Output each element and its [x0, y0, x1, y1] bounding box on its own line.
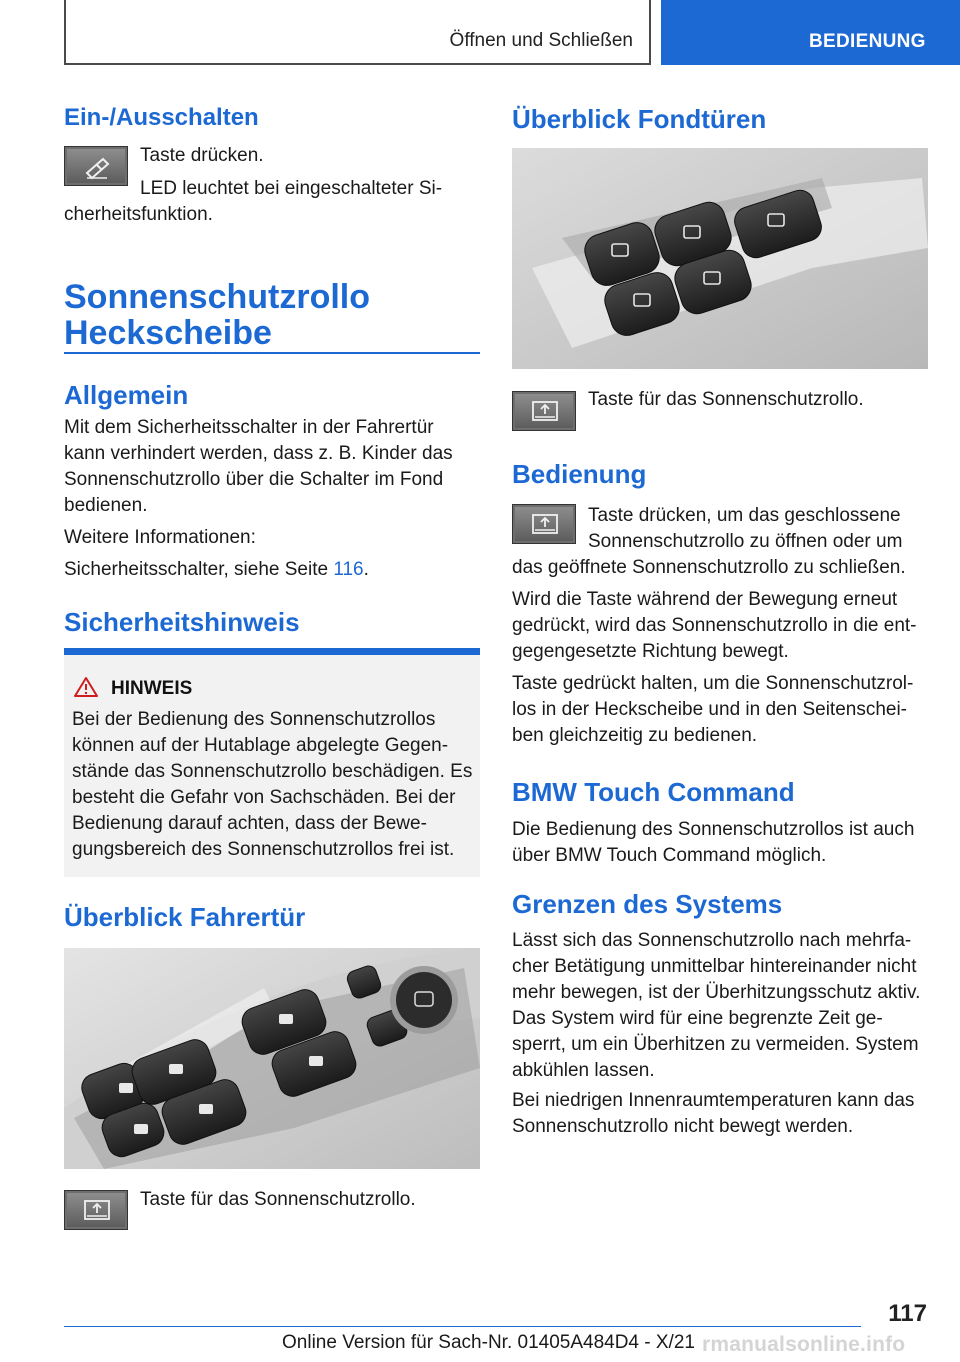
footer-online-version: Online Version für Sach-Nr. 01405A484D4 - X/21: [282, 1332, 695, 1353]
allgemein-line: Mit dem Sicherheitsschalter in der Fahrertür: [64, 417, 434, 438]
footer-watermark: rmanualsonline.info: [702, 1333, 906, 1356]
footer-rule: [64, 1326, 861, 1327]
heading-grenzen: Grenzen des Systems: [512, 889, 783, 919]
heading-bedienung: Bedienung: [512, 459, 647, 489]
grenzen-line: mehr bewegen, ist der Überhitzungsschutz aktiv.: [512, 982, 921, 1003]
allgemein-line: kann verhindert werden, dass z. B. Kinder das: [64, 443, 453, 464]
note-title: HINWEIS: [111, 678, 193, 699]
page-link-116[interactable]: 116: [333, 559, 364, 580]
grenzen-line: abkühlen lassen.: [512, 1060, 655, 1081]
bedienung-line: Wird die Taste während der Bewegung erneut: [512, 589, 898, 610]
heading-sicherheitshinweis: Sicherheitshinweis: [64, 607, 300, 637]
warning-icon: [73, 676, 99, 698]
heading-ein-aus: Ein-/Ausschalten: [64, 104, 259, 131]
bedienung-line: Taste gedrückt halten, um die Sonnenschutzrol-: [512, 673, 914, 694]
reference-end: .: [363, 559, 369, 580]
title-rule: [64, 352, 480, 354]
header-chapter-title: BEDIENUNG: [809, 31, 926, 52]
note-top-rule: [64, 648, 480, 655]
touch-line: über BMW Touch Command möglich.: [512, 845, 827, 866]
reference-text: Sicherheitsschalter, siehe Seite: [64, 559, 334, 580]
ein-aus-line3: cherheitsfunktion.: [64, 204, 213, 225]
heading-fondtueren: Überblick Fondtüren: [512, 104, 767, 134]
main-title-line2: Heckscheibe: [64, 314, 272, 352]
fond-caption: Taste für das Sonnenschutzrollo.: [588, 389, 864, 410]
bedienung-line: Taste drücken, um das geschlossene: [588, 505, 901, 526]
sunblind-icon: [512, 504, 576, 544]
driver-door-switch-photo: [64, 948, 480, 1169]
header-chapter-tab: [661, 0, 960, 65]
bedienung-line: gedrückt, wird das Sonnenschutzrollo in die ent-: [512, 615, 917, 636]
bedienung-line: los in der Heckscheibe und in den Seitenschei-: [512, 699, 908, 720]
heading-touch-command: BMW Touch Command: [512, 777, 795, 807]
sunblind-icon: [512, 391, 576, 431]
grenzen-line: Bei niedrigen Innenraumtemperaturen kann das: [512, 1090, 915, 1111]
sunblind-icon: [64, 1190, 128, 1230]
bedienung-line: ben gleichzeitig zu bedienen.: [512, 725, 758, 746]
bedienung-line: das geöffnete Sonnenschutzrollo zu schließen.: [512, 557, 906, 578]
bedienung-line: Sonnenschutzrollo zu öffnen oder um: [588, 531, 903, 552]
safety-switch-icon: [64, 146, 128, 186]
allgemein-line: Sonnenschutzrollo über die Schalter im Fond: [64, 469, 444, 490]
allgemein-reference: [64, 557, 369, 583]
grenzen-line: Lässt sich das Sonnenschutzrollo nach mehrfa-: [512, 930, 912, 951]
note-line: Bedienung darauf achten, dass der Bewe-: [72, 813, 427, 834]
fahrertuer-caption: Taste für das Sonnenschutzrollo.: [140, 1189, 416, 1210]
header-section-title: Öffnen und Schließen: [449, 30, 633, 51]
grenzen-line: Sonnenschutzrollo nicht bewegt werden.: [512, 1116, 854, 1137]
allgemein-line: bedienen.: [64, 495, 148, 516]
grenzen-line: sperrt, um ein Überhitzen zu vermeiden. System: [512, 1034, 919, 1055]
rear-door-switch-photo: [512, 148, 928, 369]
grenzen-line: Das System wird für eine begrenzte Zeit ge-: [512, 1008, 883, 1029]
page-number: 117: [888, 1300, 927, 1327]
ein-aus-line1: Taste drücken.: [140, 145, 264, 166]
main-title-line1: Sonnenschutzrollo: [64, 278, 370, 316]
grenzen-line: cher Betätigung unmittelbar hintereinander nicht: [512, 956, 917, 977]
note-line: Bei der Bedienung des Sonnenschutzrollos: [72, 709, 436, 730]
ein-aus-line2: LED leuchtet bei eingeschalteter Si-: [140, 178, 443, 199]
heading-allgemein: Allgemein: [64, 380, 189, 410]
note-line: gungsbereich des Sonnenschutzrollos frei ist.: [72, 839, 455, 860]
allgemein-more: Weitere Informationen:: [64, 527, 256, 548]
touch-line: Die Bedienung des Sonnenschutzrollos ist auch: [512, 819, 915, 840]
note-line: stände das Sonnenschutzrollo beschädigen. Es: [72, 761, 473, 782]
note-line: können auf der Hutablage abgelegte Gegen-: [72, 735, 449, 756]
bedienung-line: gegengesetzte Richtung bewegt.: [512, 641, 789, 662]
note-line: besteht die Gefahr von Sachschäden. Bei der: [72, 787, 456, 808]
header-section-box: [64, 0, 651, 65]
heading-fahrertuer: Überblick Fahrertür: [64, 902, 306, 932]
